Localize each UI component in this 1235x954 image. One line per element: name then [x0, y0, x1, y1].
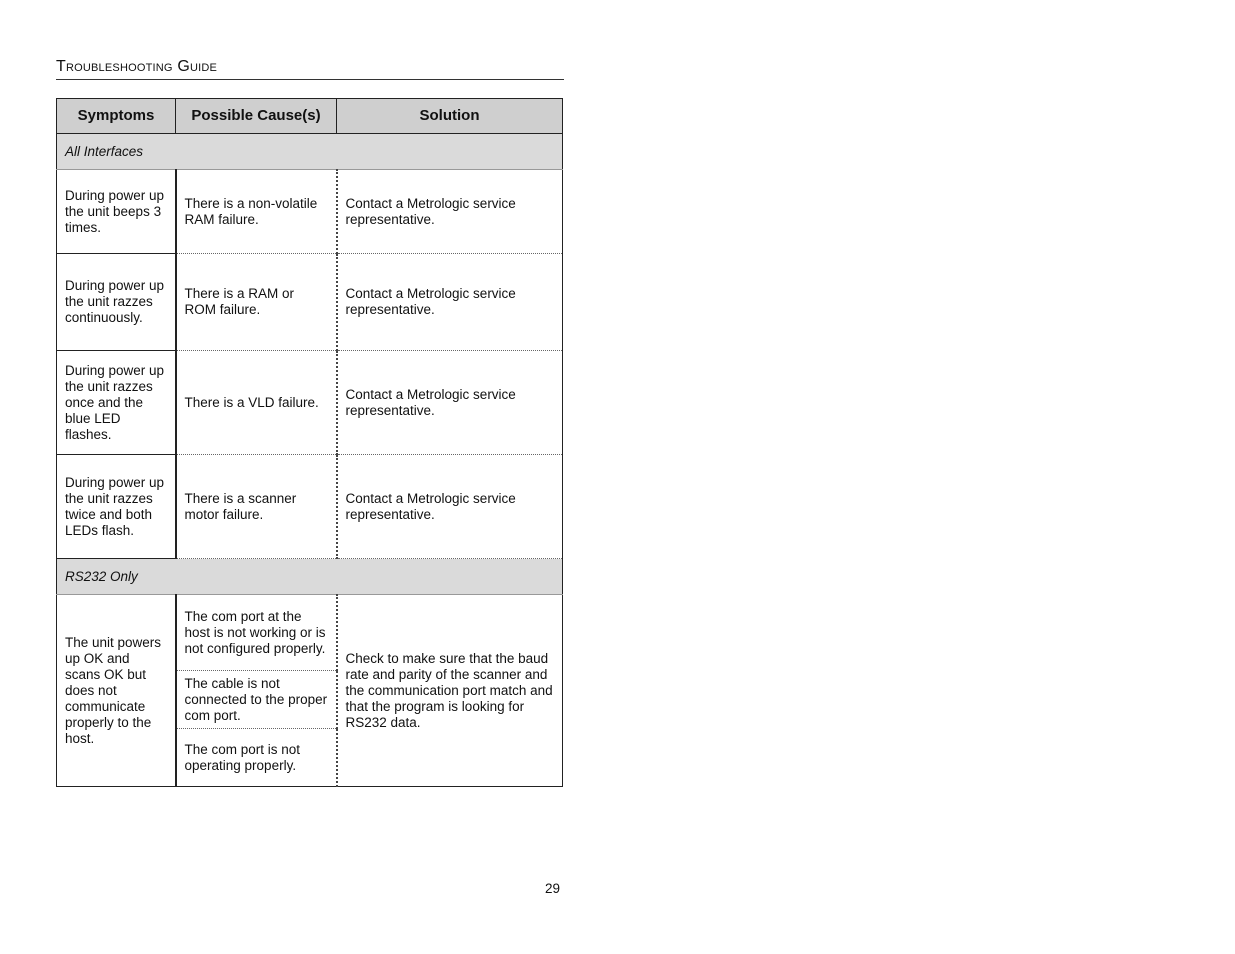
- section-header-all-interfaces: All Interfaces: [57, 134, 563, 170]
- section-title: Troubleshooting Guide: [56, 57, 564, 80]
- troubleshooting-table: [56, 98, 563, 787]
- table-row: [57, 170, 563, 254]
- header-symptoms: Symptoms: [57, 99, 176, 134]
- cause-cell: The com port is not operating properly.: [176, 729, 337, 787]
- cause-cell: There is a scanner motor failure.: [176, 455, 337, 559]
- cause-cell: The cable is not connected to the proper com port.: [176, 671, 337, 729]
- table-row: [57, 254, 563, 351]
- solution-cell: Contact a Metrologic service representative.: [337, 254, 563, 351]
- symptom-cell: During power up the unit razzes twice and both LEDs flash.: [57, 455, 176, 559]
- symptom-cell: During power up the unit razzes once and the blue LED flashes.: [57, 351, 176, 455]
- solution-cell: Check to make sure that the baud rate and parity of the scanner and the communication port match and that the program is looking for RS232 data.: [337, 595, 563, 787]
- solution-cell: Contact a Metrologic service representative.: [337, 455, 563, 559]
- table-header-row: [57, 99, 563, 134]
- cause-cell: There is a non-volatile RAM failure.: [176, 170, 337, 254]
- symptom-cell: During power up the unit razzes continuously.: [57, 254, 176, 351]
- table-row: [57, 351, 563, 455]
- table-row: [57, 595, 563, 671]
- cause-cell: The com port at the host is not working or is not configured properly.: [176, 595, 337, 671]
- solution-cell: Contact a Metrologic service representative.: [337, 351, 563, 455]
- symptom-cell: The unit powers up OK and scans OK but does not communicate properly to the host.: [57, 595, 176, 787]
- section-header-rs232-only: RS232 Only: [57, 559, 563, 595]
- cause-cell: There is a VLD failure.: [176, 351, 337, 455]
- header-solution: Solution: [337, 99, 563, 134]
- header-possible-causes: Possible Cause(s): [176, 99, 337, 134]
- solution-cell: Contact a Metrologic service representative.: [337, 170, 563, 254]
- symptom-cell: During power up the unit beeps 3 times.: [57, 170, 176, 254]
- table-row: [57, 455, 563, 559]
- cause-cell: There is a RAM or ROM failure.: [176, 254, 337, 351]
- page-number: 29: [545, 881, 561, 896]
